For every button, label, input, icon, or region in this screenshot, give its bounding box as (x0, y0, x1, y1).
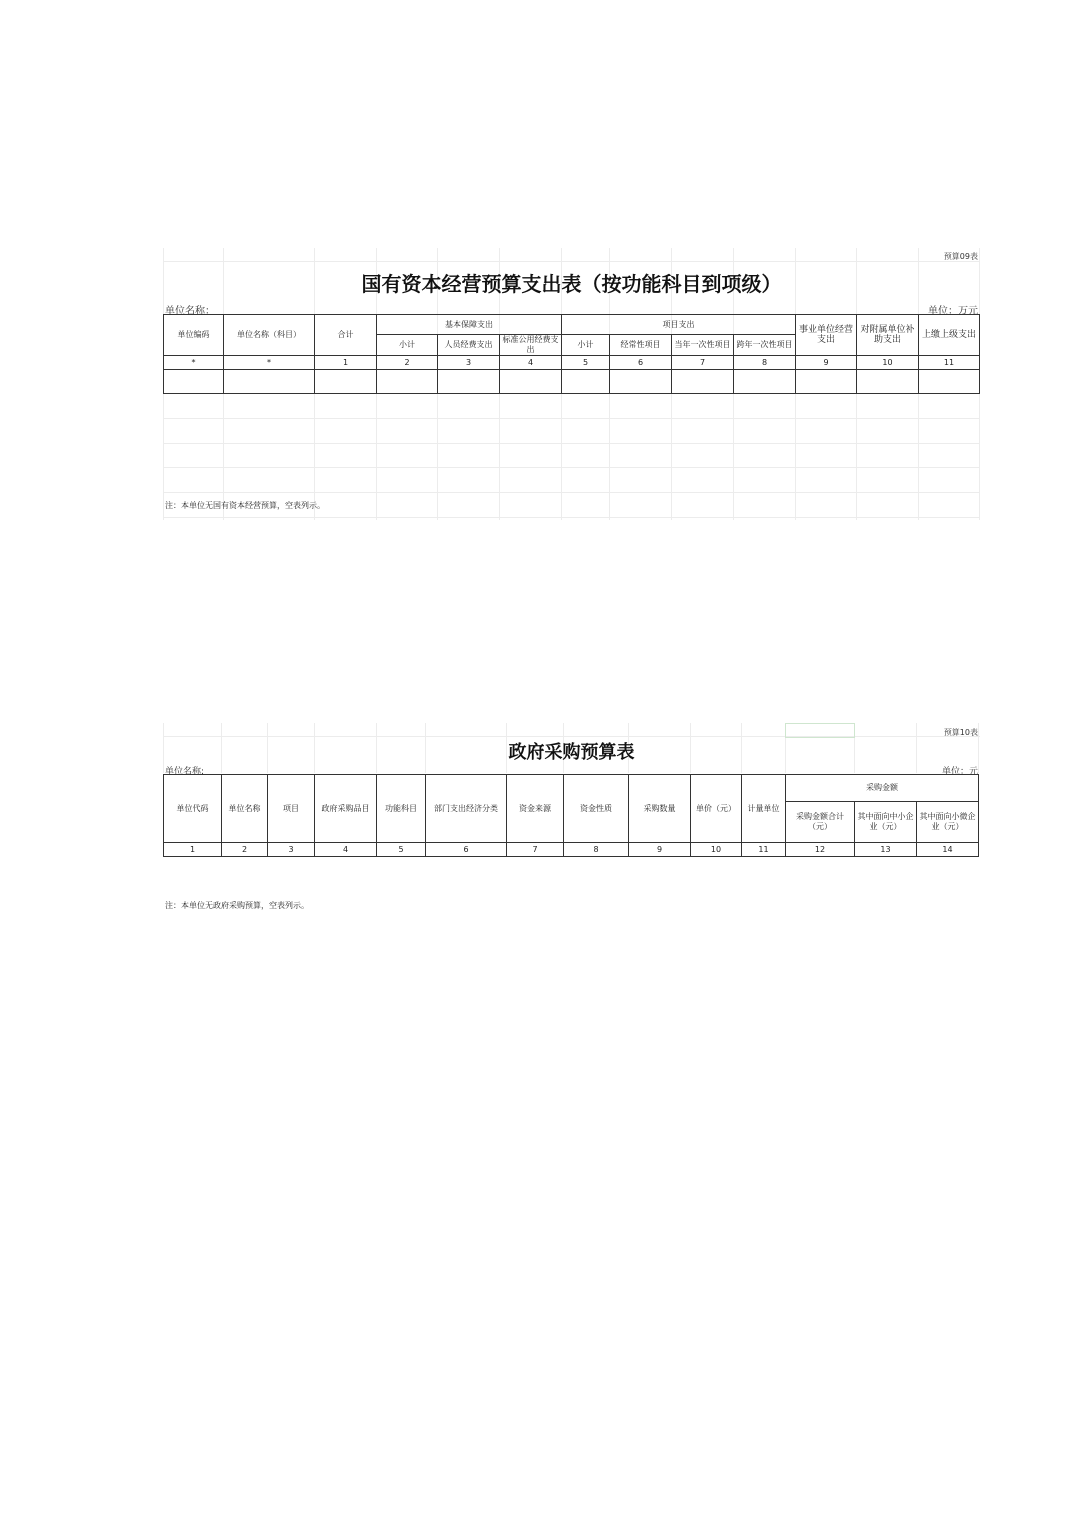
header-amount-total: 采购金额合计（元） (786, 802, 855, 843)
header-item: 项目 (268, 775, 315, 843)
header-total: 合计 (315, 315, 377, 356)
budget-table (163, 314, 980, 394)
index-cell: 6 (426, 843, 507, 857)
header-function: 功能科目 (377, 775, 426, 843)
header-price: 单价（元） (691, 775, 742, 843)
index-cell: 14 (917, 843, 979, 857)
unit-name-label: 单位名称： (165, 306, 215, 317)
unit-name-label: 单位名称: (165, 767, 205, 777)
empty-data-row (164, 370, 980, 394)
index-cell: 2 (222, 843, 268, 857)
header-unit-name: 单位名称（科目） (224, 315, 315, 356)
header-project-subtotal: 小计 (562, 335, 610, 356)
index-cell: 9 (629, 843, 691, 857)
selected-cell[interactable] (785, 723, 855, 738)
header-econ: 部门支出经济分类 (426, 775, 507, 843)
index-cell: 3 (438, 356, 500, 370)
index-cell: 11 (919, 356, 980, 370)
header-business: 事业单位经营支出 (796, 315, 857, 356)
index-cell: 8 (564, 843, 629, 857)
header-subsidy: 对附属单位补助支出 (857, 315, 919, 356)
table-ref-label: 预算09表 (943, 252, 978, 261)
index-cell: 2 (377, 356, 438, 370)
index-cell: 6 (610, 356, 672, 370)
index-cell: 12 (786, 843, 855, 857)
budget-table-10 (163, 723, 980, 923)
table-note: 注：本单位无国有资本经营预算，空表列示。 (165, 501, 325, 510)
table-title: 国有资本经营预算支出表（按功能科目到项级） (361, 272, 782, 296)
index-cell: * (224, 356, 315, 370)
header-unit-code: 单位编码 (164, 315, 224, 356)
index-cell: 3 (268, 843, 315, 857)
budget-table-09 (163, 248, 980, 520)
header-measure: 计量单位 (742, 775, 786, 843)
header-unit-code: 单位代码 (164, 775, 222, 843)
index-cell: 7 (672, 356, 734, 370)
unit-label: 单位：万元 (928, 306, 978, 317)
index-cell: 4 (500, 356, 562, 370)
header-catalog: 政府采购品目 (315, 775, 377, 843)
index-cell: 5 (562, 356, 610, 370)
index-cell: 13 (855, 843, 917, 857)
table-title: 政府采购预算表 (508, 742, 635, 763)
header-amount-group: 采购金额 (786, 775, 979, 802)
header-quantity: 采购数量 (629, 775, 691, 843)
index-cell: 5 (377, 843, 426, 857)
index-cell: 1 (164, 843, 222, 857)
header-fund-nature: 资金性质 (564, 775, 629, 843)
index-cell: * (164, 356, 224, 370)
header-basic-group: 基本保障支出 (377, 315, 562, 335)
index-cell: 10 (691, 843, 742, 857)
index-cell: 4 (315, 843, 377, 857)
table-note: 注：本单位无政府采购预算，空表列示。 (165, 901, 309, 910)
index-cell: 8 (734, 356, 796, 370)
header-one-time-cross: 跨年一次性项目 (734, 335, 796, 356)
header-project-group: 项目支出 (562, 315, 796, 335)
procurement-table (163, 774, 979, 857)
header-standard-public: 标准公用经费支出 (500, 335, 562, 356)
header-sme: 其中面向中小企业（元） (855, 802, 917, 843)
header-recurring: 经常性项目 (610, 335, 672, 356)
index-cell: 11 (742, 843, 786, 857)
index-cell: 1 (315, 356, 377, 370)
index-cell: 7 (507, 843, 564, 857)
header-unit-name: 单位名称 (222, 775, 268, 843)
header-micro: 其中面向小微企业（元） (917, 802, 979, 843)
table-ref-label: 预算10表 (943, 728, 978, 737)
header-fund-source: 资金来源 (507, 775, 564, 843)
header-personnel: 人员经费支出 (438, 335, 500, 356)
unit-label: 单位：元 (941, 767, 978, 777)
header-one-time-current: 当年一次性项目 (672, 335, 734, 356)
index-cell: 9 (796, 356, 857, 370)
header-basic-subtotal: 小计 (377, 335, 438, 356)
header-remit: 上缴上级支出 (919, 315, 980, 356)
index-cell: 10 (857, 356, 919, 370)
